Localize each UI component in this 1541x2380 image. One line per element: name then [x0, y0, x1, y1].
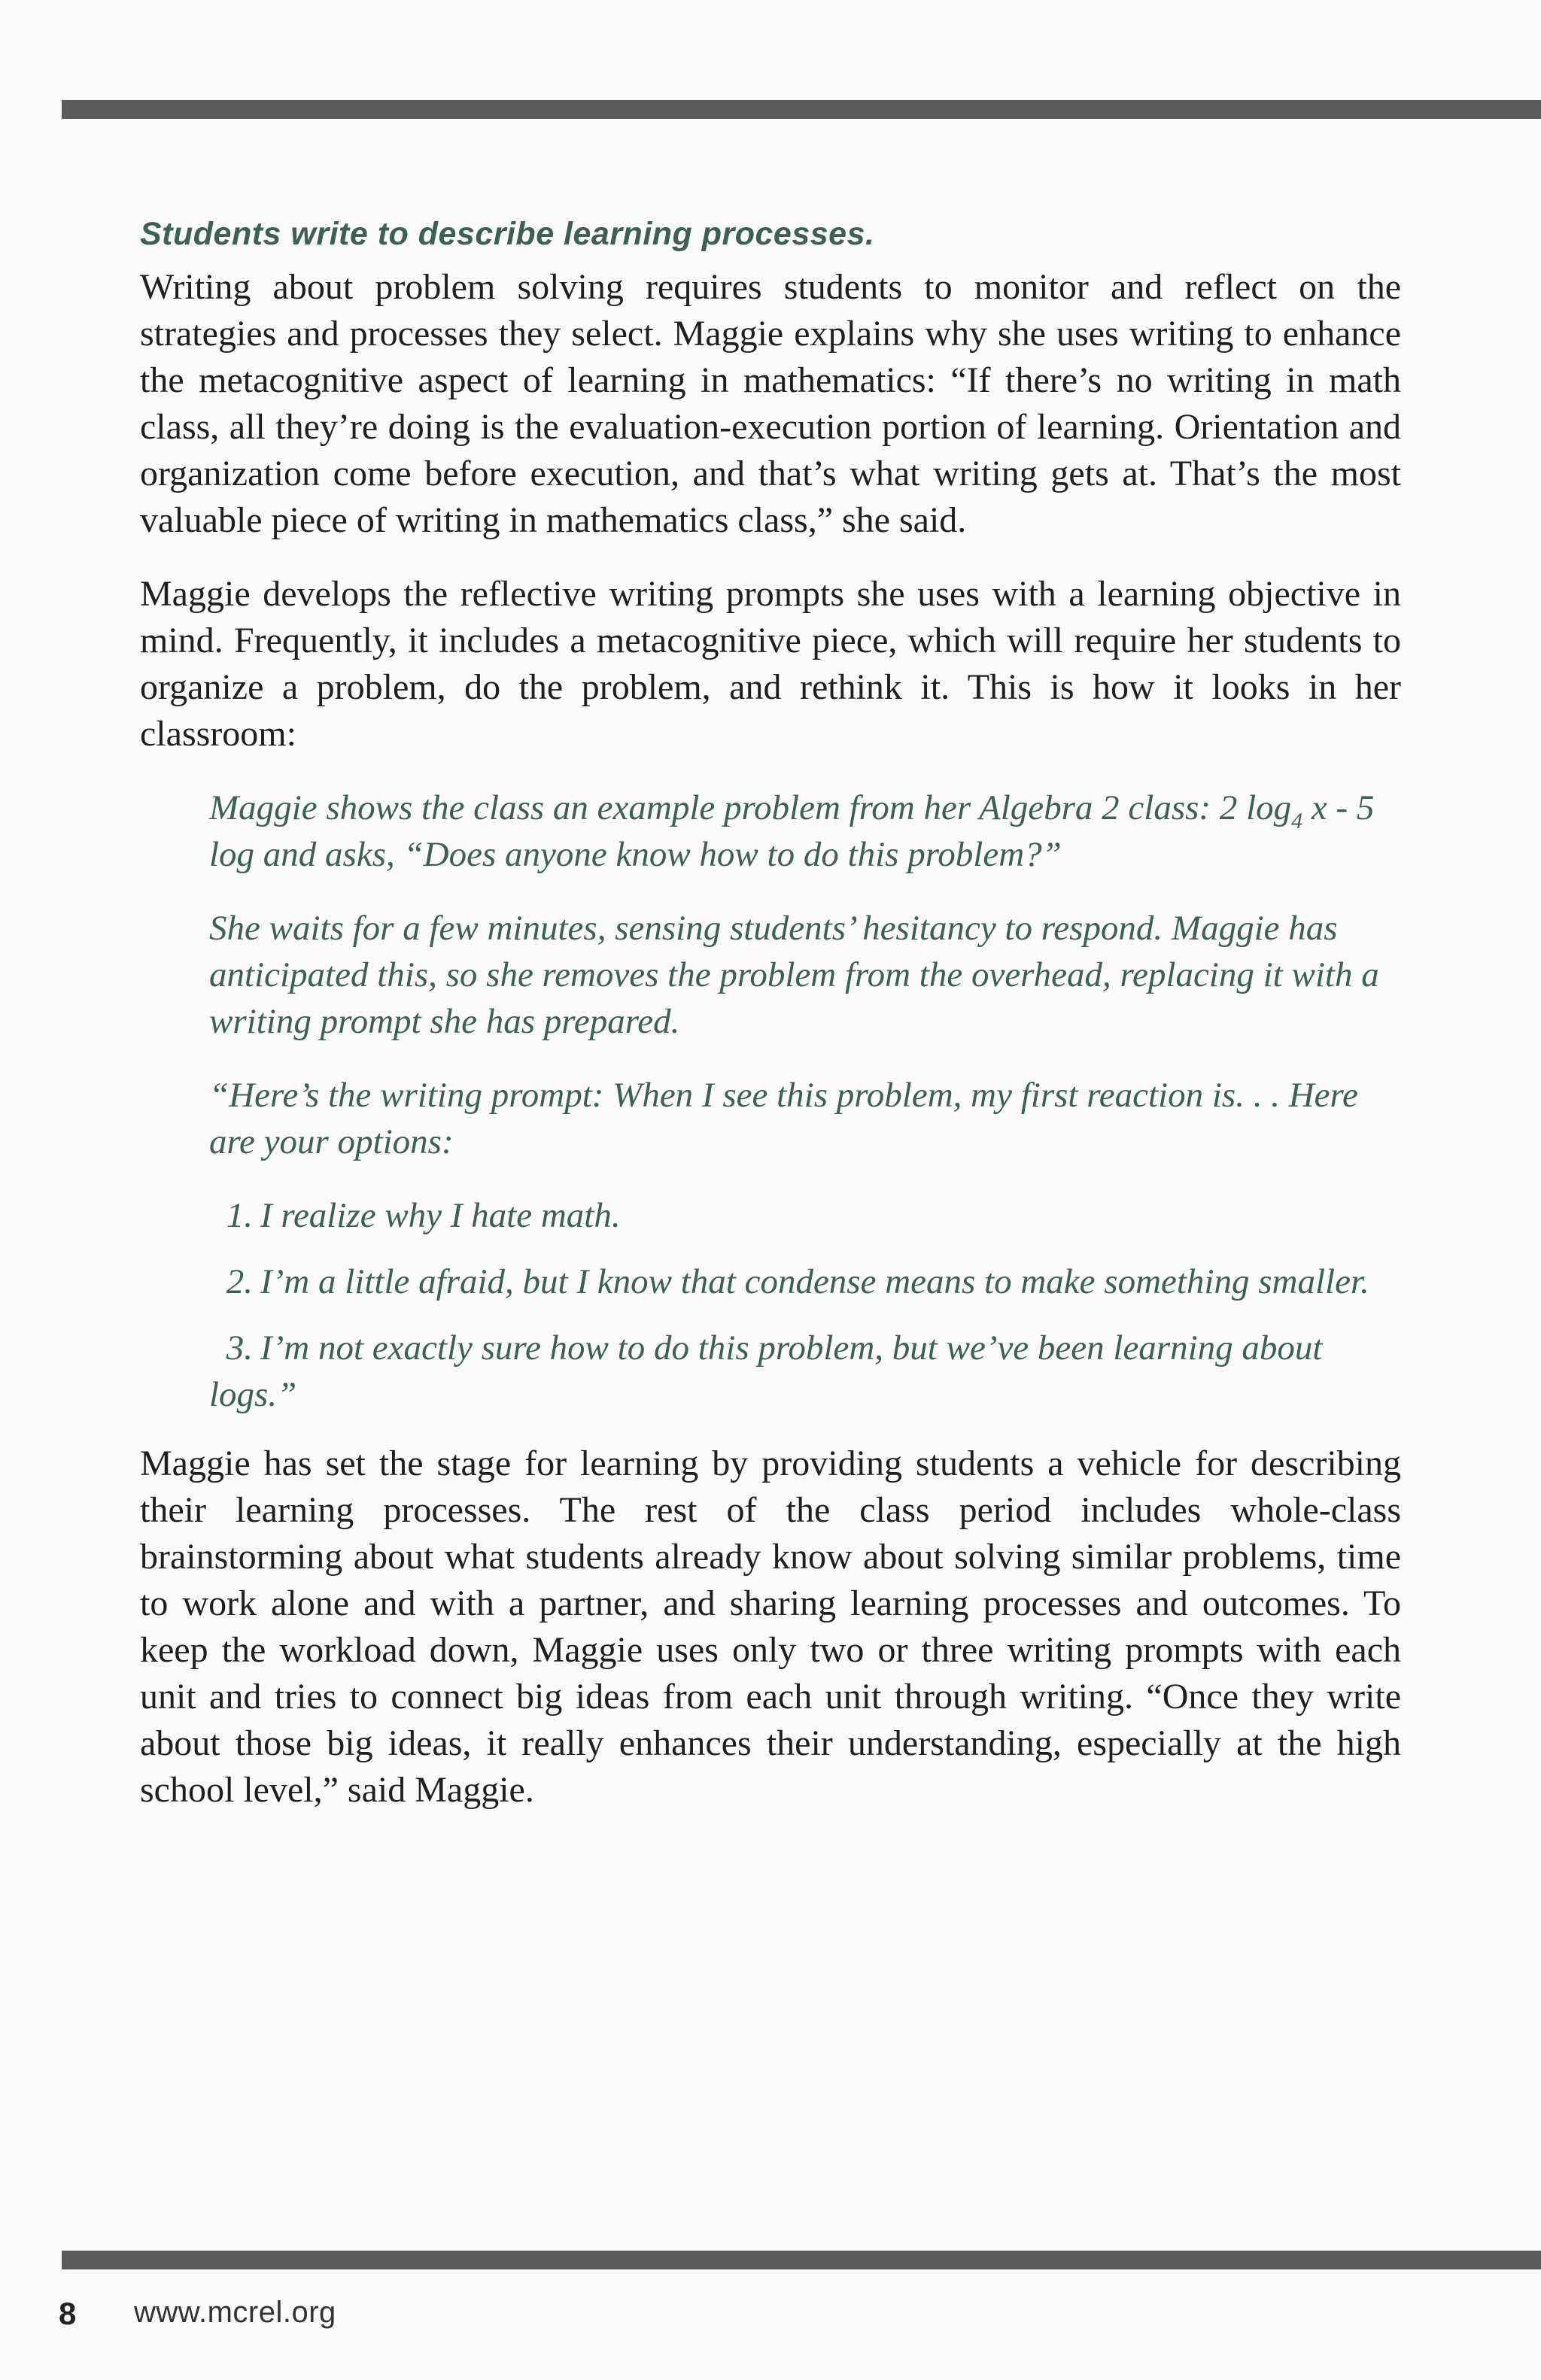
vignette-p1-part-a: Maggie shows the class an example problem from her Algebra 2 class: 2 log	[209, 788, 1292, 827]
list-item	[209, 1325, 1383, 1418]
list-item	[209, 1258, 1383, 1305]
section-heading: Students write to describe learning processes.	[140, 216, 875, 252]
paragraph-1: Writing about problem solving requires students to monitor and reflect on the strategies and processes they select. Maggie explains why she uses writing to enhance the metacognitive aspect of learning in mathematics: “If there’s no writing in math class, all they’re doing is the evaluation-execution portion of learning. Orientation and organization come before execution, and that’s what writing gets at. That’s the most valuable piece of writing in mathematics class,” she said.	[140, 267, 1401, 540]
options-list	[209, 1192, 1383, 1418]
vignette-paragraph-1	[209, 785, 1383, 878]
log-base-subscript: 4	[1291, 809, 1303, 833]
list-text: I’m a little afraid, but I know that condense means to make something smaller.	[260, 1262, 1369, 1301]
paragraph-2: Maggie develops the reflective writing prompts she uses with a learning objective in mind. Frequently, it includes a metacognitive piece, which will require her students to organize a problem, do the problem, and rethink it. This is how it looks in her classroom:	[140, 574, 1401, 754]
list-text: I’m not exactly sure how to do this problem, but we’ve been learning about logs.”	[209, 1328, 1323, 1414]
vignette-p1-part-b: x - 5 log and asks, “Does anyone know how to do this problem?”	[209, 788, 1375, 874]
vignette-paragraph-2: She waits for a few minutes, sensing students’ hesitancy to respond. Maggie has anticipated this, so she removes the problem from the overhead, replacing it with a writing prompt she has prepared.	[209, 909, 1379, 1041]
top-rule	[62, 100, 1541, 119]
list-number: 2.	[226, 1262, 253, 1301]
bottom-rule	[62, 2251, 1541, 2269]
vignette-paragraph-3: “Here’s the writing prompt: When I see this problem, my first reaction is. . . Here are your options:	[209, 1076, 1358, 1161]
page-content	[140, 214, 1401, 1841]
classroom-vignette	[209, 785, 1383, 1418]
footer-url[interactable]: www.mcrel.org	[134, 2296, 336, 2329]
list-number: 3.	[226, 1328, 253, 1368]
paragraph-3: Maggie has set the stage for learning by providing students a vehicle for describing their learning processes. The rest of the class period includes whole-class brainstorming about what students already know about solving similar problems, time to work alone and with a partner, and sharing learning processes and outcomes. To keep the workload down, Maggie uses only two or three writing prompts with each unit and tries to connect big ideas from each unit through writing. “Once they write about those big ideas, it really enhances their understanding, especially at the high school level,” said Maggie.	[140, 1443, 1401, 1810]
list-text: I realize why I hate math.	[260, 1196, 621, 1235]
page-number: 8	[59, 2296, 77, 2331]
list-number: 1.	[226, 1196, 253, 1235]
list-item	[209, 1192, 1383, 1239]
